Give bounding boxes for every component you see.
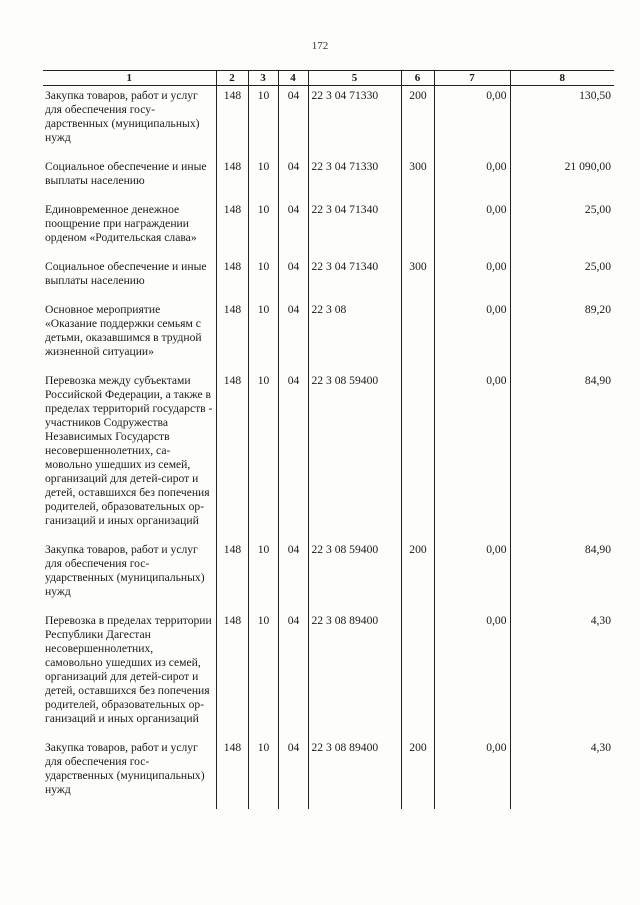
expense-type-code: 200 bbox=[401, 540, 434, 611]
ministry-code: 148 bbox=[216, 540, 248, 611]
subsection-code: 04 bbox=[278, 611, 308, 738]
ministry-code: 148 bbox=[216, 738, 248, 809]
ministry-code: 148 bbox=[216, 611, 248, 738]
subsection-code: 04 bbox=[278, 540, 308, 611]
subsection-code: 04 bbox=[278, 738, 308, 809]
amount-col7: 0,00 bbox=[434, 300, 510, 371]
ministry-code: 148 bbox=[216, 257, 248, 300]
target-article-code: 22 3 08 59400 bbox=[308, 371, 401, 540]
expense-type-code bbox=[401, 371, 434, 540]
item-name: Перевозка в пределах территории Республики Дагестан несовершеннолетних, самовольно ушедших из семей, организаций для детей-сирот и детей, оставшихся без попечения родителей, образовательных организаций и иных организаций bbox=[45, 614, 212, 725]
expense-type-code bbox=[401, 611, 434, 738]
amount-col8: 89,20 bbox=[510, 300, 614, 371]
column-header-4: 4 bbox=[278, 71, 308, 86]
column-header-6: 6 bbox=[401, 71, 434, 86]
amount-col8: 84,90 bbox=[510, 540, 614, 611]
table-row bbox=[43, 300, 614, 371]
table-row bbox=[43, 611, 614, 738]
item-name: Социальное обеспечение и иные выплаты населению bbox=[45, 260, 207, 287]
target-article-code: 22 3 04 71340 bbox=[308, 257, 401, 300]
target-article-code: 22 3 08 89400 bbox=[308, 738, 401, 809]
expense-type-code bbox=[401, 300, 434, 371]
subsection-code: 04 bbox=[278, 86, 308, 158]
item-name: Единовременное денежное поощрение при награждении орденом «Родительская слава» bbox=[45, 203, 197, 244]
item-name: Закупка товаров, работ и услуг для обеспечения государственных (муниципальных) нужд bbox=[45, 543, 205, 598]
amount-col8: 25,00 bbox=[510, 257, 614, 300]
ministry-code: 148 bbox=[216, 371, 248, 540]
column-header-3: 3 bbox=[248, 71, 278, 86]
target-article-code: 22 3 08 bbox=[308, 300, 401, 371]
expense-type-code bbox=[401, 200, 434, 257]
amount-col7: 0,00 bbox=[434, 257, 510, 300]
table-row bbox=[43, 371, 614, 540]
section-code: 10 bbox=[248, 371, 278, 540]
section-code: 10 bbox=[248, 86, 278, 158]
column-header-5: 5 bbox=[308, 71, 401, 86]
target-article-code: 22 3 08 59400 bbox=[308, 540, 401, 611]
section-code: 10 bbox=[248, 200, 278, 257]
expense-type-code: 200 bbox=[401, 86, 434, 158]
amount-col8: 4,30 bbox=[510, 738, 614, 809]
section-code: 10 bbox=[248, 611, 278, 738]
item-name: Закупка товаров, работ и услуг для обеспечения государственных (муниципальных) нужд bbox=[45, 89, 200, 144]
target-article-code: 22 3 04 71330 bbox=[308, 157, 401, 200]
section-code: 10 bbox=[248, 300, 278, 371]
page-number: 172 bbox=[311, 40, 329, 52]
subsection-code: 04 bbox=[278, 200, 308, 257]
amount-col7: 0,00 bbox=[434, 371, 510, 540]
target-article-code: 22 3 08 89400 bbox=[308, 611, 401, 738]
column-header-7: 7 bbox=[434, 71, 510, 86]
table-row bbox=[43, 200, 614, 257]
ministry-code: 148 bbox=[216, 86, 248, 158]
amount-col7: 0,00 bbox=[434, 611, 510, 738]
column-header-1: 1 bbox=[43, 71, 216, 86]
ministry-code: 148 bbox=[216, 157, 248, 200]
target-article-code: 22 3 04 71340 bbox=[308, 200, 401, 257]
section-code: 10 bbox=[248, 157, 278, 200]
amount-col7: 0,00 bbox=[434, 86, 510, 158]
item-name: Закупка товаров, работ и услуг для обеспечения государственных (муниципальных) нужд bbox=[45, 741, 205, 796]
ministry-code: 148 bbox=[216, 300, 248, 371]
table-row bbox=[43, 257, 614, 300]
table-row bbox=[43, 86, 614, 158]
table-row bbox=[43, 540, 614, 611]
amount-col8: 84,90 bbox=[510, 371, 614, 540]
budget-table bbox=[43, 70, 614, 809]
amount-col8: 21 090,00 bbox=[510, 157, 614, 200]
amount-col7: 0,00 bbox=[434, 200, 510, 257]
amount-col8: 25,00 bbox=[510, 200, 614, 257]
amount-col7: 0,00 bbox=[434, 738, 510, 809]
subsection-code: 04 bbox=[278, 300, 308, 371]
column-header-2: 2 bbox=[216, 71, 248, 86]
section-code: 10 bbox=[248, 540, 278, 611]
amount-col7: 0,00 bbox=[434, 540, 510, 611]
table-row bbox=[43, 157, 614, 200]
item-name: Основное мероприятие «Оказание поддержки семьям с детьми, оказавшимся в трудной жизненной ситуации» bbox=[45, 303, 202, 358]
table-header-row bbox=[43, 71, 614, 86]
table-row bbox=[43, 738, 614, 809]
subsection-code: 04 bbox=[278, 371, 308, 540]
amount-col8: 4,30 bbox=[510, 611, 614, 738]
expense-type-code: 300 bbox=[401, 257, 434, 300]
section-code: 10 bbox=[248, 738, 278, 809]
expense-type-code: 200 bbox=[401, 738, 434, 809]
amount-col8: 130,50 bbox=[510, 86, 614, 158]
item-name: Перевозка между субъектами Российской Федерации, а также в пределах территорий государств - участников Содружества Независимых Государств несовершеннолетних, самовольно ушедших из семей, организаций для детей-сирот и детей, оставшихся без попечения родителей, образовательных организаций и иных организаций bbox=[45, 374, 213, 527]
ministry-code: 148 bbox=[216, 200, 248, 257]
expense-type-code: 300 bbox=[401, 157, 434, 200]
item-name: Социальное обеспечение и иные выплаты населению bbox=[45, 160, 207, 187]
column-header-8: 8 bbox=[510, 71, 614, 86]
subsection-code: 04 bbox=[278, 157, 308, 200]
subsection-code: 04 bbox=[278, 257, 308, 300]
amount-col7: 0,00 bbox=[434, 157, 510, 200]
section-code: 10 bbox=[248, 257, 278, 300]
target-article-code: 22 3 04 71330 bbox=[308, 86, 401, 158]
